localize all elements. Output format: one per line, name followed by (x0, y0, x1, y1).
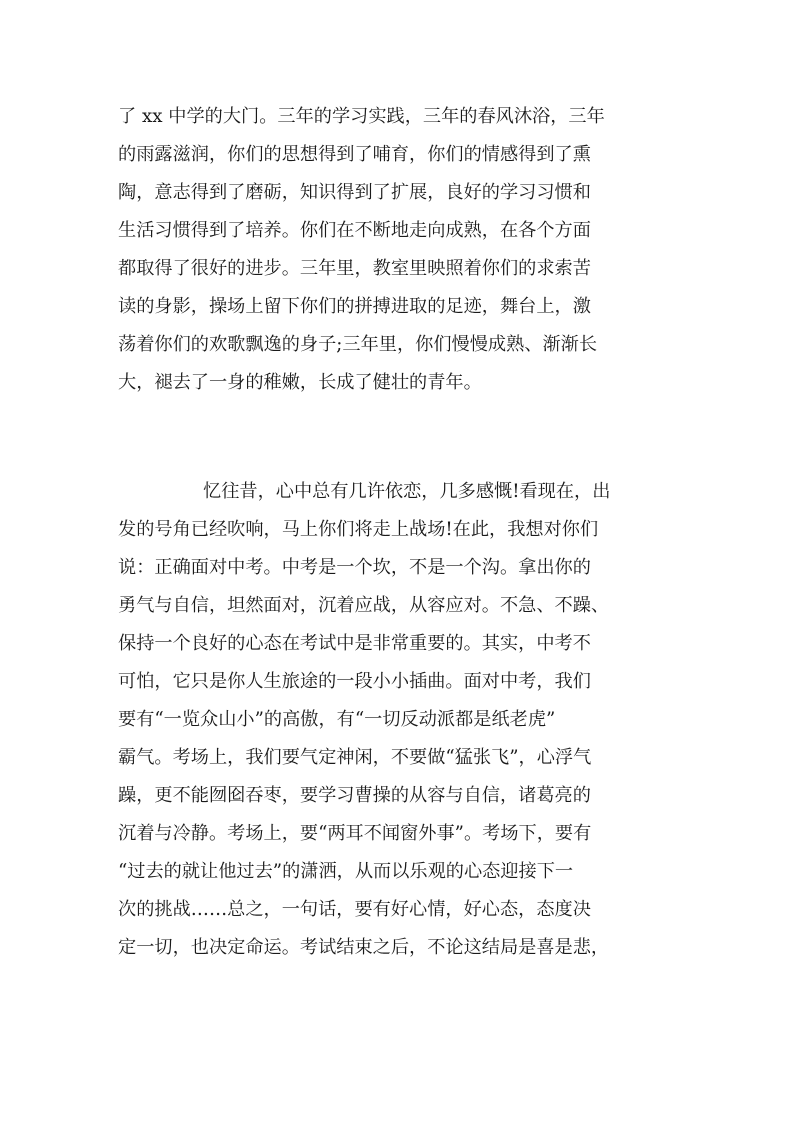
text-line: 要有“一览众山小”的高傲，有“一切反动派都是纸老虎” (118, 709, 556, 730)
text-line: “过去的就让他过去”的潇洒，从而以乐观的心态迎接下一 (118, 861, 574, 882)
text-line: 的雨露滋润，你们的思想得到了哺育，你们的情感得到了熏 (118, 144, 591, 165)
text-line: 陶，意志得到了磨砺，知识得到了扩展，良好的学习习惯和 (118, 182, 591, 203)
text-line: 荡着你们的欢歌飘逸的身子;三年里，你们慢慢成熟、渐渐长 (118, 334, 598, 355)
text-line: 保持一个良好的心态在考试中是非常重要的。其实，中考不 (118, 633, 591, 654)
text-line: 霸气。考场上，我们要气定神闲，不要做“猛张飞”，心浮气 (118, 747, 592, 768)
text-line: 大，褪去了一身的稚嫩，长成了健壮的青年。 (118, 372, 482, 393)
text-line: 了 xx 中学的大门。三年的学习实践，三年的春风沐浴，三年 (118, 106, 605, 127)
text-line: 躁，更不能囫囵吞枣，要学习曹操的从容与自信，诸葛亮的 (118, 785, 591, 806)
text-line: 定一切，也决定命运。考试结束之后，不论这结局是喜是悲， (118, 937, 610, 958)
text-line: 可怕，它只是你人生旅途的一段小小插曲。面对中考，我们 (118, 671, 591, 692)
text-line: 次的挑战……总之，一句话，要有好心情，好心态，态度决 (118, 899, 591, 920)
text-line: 发的号角已经吹响，马上你们将走上战场!在此，我想对你们 (118, 519, 599, 540)
text-line: 生活习惯得到了培养。你们在不断地走向成熟，在各个方面 (118, 220, 591, 241)
text-line: 都取得了很好的进步。三年里，教室里映照着你们的求索苦 (118, 258, 591, 279)
text-line: 忆往昔，心中总有几许依恋，几多感慨!看现在，出 (203, 481, 611, 502)
text-line: 读的身影，操场上留下你们的拼搏进取的足迹，舞台上，激 (118, 296, 591, 317)
text-line: 说：正确面对中考。中考是一个坎，不是一个沟。拿出你的 (118, 557, 591, 578)
text-line: 勇气与自信，坦然面对，沉着应战，从容应对。不急、不躁、 (118, 595, 610, 616)
text-line: 沉着与冷静。考场上，要“两耳不闻窗外事”。考场下，要有 (118, 823, 592, 844)
